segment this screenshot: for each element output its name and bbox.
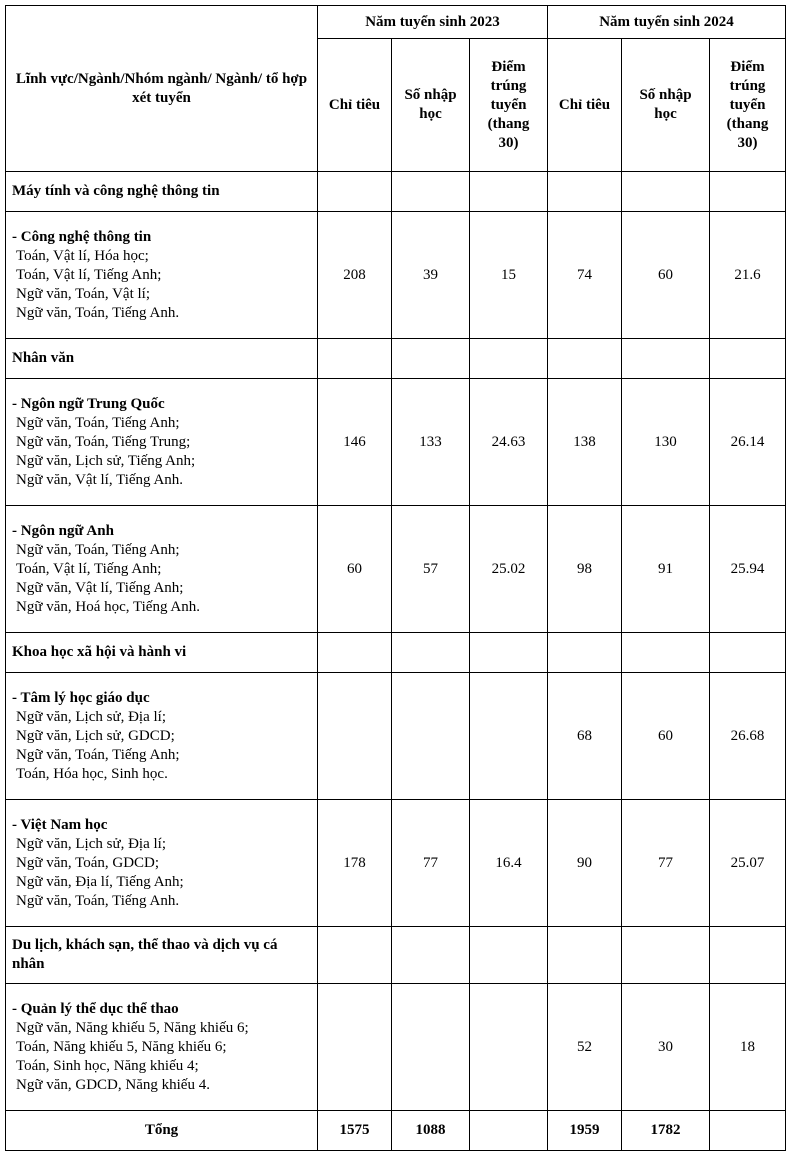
quota-header-2024: Chỉ tiêu	[548, 39, 622, 172]
category-empty-cell	[392, 633, 470, 673]
enrolled-2023: 77	[392, 800, 470, 927]
subject-combo: Ngữ văn, Toán, Vật lí;	[16, 285, 151, 302]
category-empty-cell	[548, 633, 622, 673]
category-empty-cell	[710, 339, 786, 379]
score-2023: 24.63	[470, 379, 548, 506]
total-quota-2024: 1959	[548, 1111, 622, 1151]
major-name: - Ngôn ngữ Trung Quốc	[12, 395, 165, 412]
subject-combo: Toán, Vật lí, Tiếng Anh;	[16, 266, 162, 283]
major-row	[6, 673, 786, 800]
enrolled-header-2023: Số nhập học	[392, 39, 470, 172]
category-empty-cell	[710, 172, 786, 212]
score-2024: 21.6	[710, 212, 786, 339]
subject-combo: Ngữ văn, Toán, GDCD;	[16, 854, 160, 871]
subject-combo: Toán, Vật lí, Hóa học;	[16, 247, 149, 264]
major-row	[6, 506, 786, 633]
major-cell	[6, 212, 318, 339]
subject-combo: Toán, Hóa học, Sinh học.	[16, 765, 168, 782]
table-header	[6, 6, 786, 172]
table-body	[6, 172, 786, 1111]
category-empty-cell	[392, 339, 470, 379]
category-empty-cell	[318, 927, 392, 984]
major-row	[6, 212, 786, 339]
category-empty-cell	[392, 172, 470, 212]
score-2023	[470, 984, 548, 1111]
quota-2023	[318, 673, 392, 800]
score-header-2024: Điểm trúng tuyển (thang 30)	[710, 39, 786, 172]
category-empty-cell	[470, 927, 548, 984]
quota-2023: 60	[318, 506, 392, 633]
score-2024: 26.68	[710, 673, 786, 800]
category-empty-cell	[470, 339, 548, 379]
score-2023: 16.4	[470, 800, 548, 927]
enrolled-2024: 130	[622, 379, 710, 506]
quota-2024: 52	[548, 984, 622, 1111]
major-row	[6, 800, 786, 927]
category-empty-cell	[622, 172, 710, 212]
score-2023: 15	[470, 212, 548, 339]
quota-2024: 138	[548, 379, 622, 506]
subject-combo: Ngữ văn, Toán, Tiếng Anh.	[16, 304, 180, 321]
major-cell	[6, 673, 318, 800]
enrolled-2023: 39	[392, 212, 470, 339]
score-2024: 26.14	[710, 379, 786, 506]
quota-2024: 68	[548, 673, 622, 800]
major-cell	[6, 800, 318, 927]
quota-2024: 98	[548, 506, 622, 633]
category-empty-cell	[622, 339, 710, 379]
major-cell	[6, 984, 318, 1111]
subject-combo: Ngữ văn, Vật lí, Tiếng Anh;	[16, 579, 184, 596]
enrolled-2023: 57	[392, 506, 470, 633]
score-header-2023: Điểm trúng tuyển (thang 30)	[470, 39, 548, 172]
category-row	[6, 633, 786, 673]
subject-combo: Ngữ văn, Năng khiếu 5, Năng khiếu 6;	[16, 1019, 249, 1036]
category-row	[6, 927, 786, 984]
category-row	[6, 172, 786, 212]
subject-combo: Ngữ văn, Lịch sử, GDCD;	[16, 727, 175, 744]
enrolled-2024: 60	[622, 673, 710, 800]
total-row	[6, 1111, 786, 1151]
category-label: Khoa học xã hội và hành vi	[6, 633, 318, 673]
major-row	[6, 379, 786, 506]
subject-combo: Ngữ văn, Toán, Tiếng Trung;	[16, 433, 191, 450]
subject-combo: Ngữ văn, Hoá học, Tiếng Anh.	[16, 598, 200, 615]
enrolled-2024: 30	[622, 984, 710, 1111]
subject-combo: Toán, Năng khiếu 5, Năng khiếu 6;	[16, 1038, 227, 1055]
category-label: Nhân văn	[6, 339, 318, 379]
category-empty-cell	[318, 172, 392, 212]
score-2024: 25.94	[710, 506, 786, 633]
score-2023	[470, 673, 548, 800]
admission-table	[5, 5, 786, 1151]
subject-combo: Ngữ văn, Vật lí, Tiếng Anh.	[16, 471, 184, 488]
subject-combo: Ngữ văn, Lịch sử, Địa lí;	[16, 835, 166, 852]
total-label: Tổng	[6, 1111, 318, 1151]
total-quota-2023: 1575	[318, 1111, 392, 1151]
major-name: - Ngôn ngữ Anh	[12, 522, 114, 539]
subject-combo: Toán, Sinh học, Năng khiếu 4;	[16, 1057, 199, 1074]
quota-2023: 178	[318, 800, 392, 927]
year-2024-header: Năm tuyển sinh 2024	[548, 6, 786, 39]
category-empty-cell	[548, 339, 622, 379]
total-enrolled-2023: 1088	[392, 1111, 470, 1151]
enrolled-2023: 133	[392, 379, 470, 506]
enrolled-header-2024: Số nhập học	[622, 39, 710, 172]
major-name: - Việt Nam học	[12, 816, 108, 833]
subject-combo: Toán, Vật lí, Tiếng Anh;	[16, 560, 162, 577]
score-2024: 18	[710, 984, 786, 1111]
category-empty-cell	[622, 927, 710, 984]
major-cell	[6, 379, 318, 506]
category-label: Du lịch, khách sạn, thể thao và dịch vụ cá nhân	[6, 927, 318, 984]
total-score-2024	[710, 1111, 786, 1151]
category-empty-cell	[710, 633, 786, 673]
total-enrolled-2024: 1782	[622, 1111, 710, 1151]
category-empty-cell	[710, 927, 786, 984]
category-empty-cell	[318, 633, 392, 673]
field-header: Lĩnh vực/Ngành/Nhóm ngành/ Ngành/ tổ hợp xét tuyển	[6, 6, 318, 172]
category-empty-cell	[470, 172, 548, 212]
major-name: - Quản lý thể dục thể thao	[12, 1000, 179, 1017]
category-empty-cell	[318, 339, 392, 379]
category-row	[6, 339, 786, 379]
major-name: - Công nghệ thông tin	[12, 228, 152, 245]
category-empty-cell	[548, 172, 622, 212]
major-name: - Tâm lý học giáo dục	[12, 689, 150, 706]
subject-combo: Ngữ văn, Toán, Tiếng Anh.	[16, 892, 180, 909]
subject-combo: Ngữ văn, Lịch sử, Địa lí;	[16, 708, 166, 725]
subject-combo: Ngữ văn, Toán, Tiếng Anh;	[16, 541, 180, 558]
enrolled-2023	[392, 673, 470, 800]
subject-combo: Ngữ văn, Toán, Tiếng Anh;	[16, 414, 180, 431]
category-empty-cell	[622, 633, 710, 673]
enrolled-2023	[392, 984, 470, 1111]
subject-combo: Ngữ văn, Toán, Tiếng Anh;	[16, 746, 180, 763]
major-cell	[6, 506, 318, 633]
major-row	[6, 984, 786, 1111]
quota-2023: 146	[318, 379, 392, 506]
category-empty-cell	[470, 633, 548, 673]
year-2023-header: Năm tuyển sinh 2023	[318, 6, 548, 39]
quota-2023	[318, 984, 392, 1111]
total-score-2023	[470, 1111, 548, 1151]
quota-header-2023: Chỉ tiêu	[318, 39, 392, 172]
subject-combo: Ngữ văn, Lịch sử, Tiếng Anh;	[16, 452, 196, 469]
category-label: Máy tính và công nghệ thông tin	[6, 172, 318, 212]
score-2024: 25.07	[710, 800, 786, 927]
quota-2024: 90	[548, 800, 622, 927]
quota-2024: 74	[548, 212, 622, 339]
score-2023: 25.02	[470, 506, 548, 633]
category-empty-cell	[392, 927, 470, 984]
category-empty-cell	[548, 927, 622, 984]
enrolled-2024: 77	[622, 800, 710, 927]
enrolled-2024: 60	[622, 212, 710, 339]
subject-combo: Ngữ văn, Địa lí, Tiếng Anh;	[16, 873, 184, 890]
quota-2023: 208	[318, 212, 392, 339]
subject-combo: Ngữ văn, GDCD, Năng khiếu 4.	[16, 1076, 210, 1093]
enrolled-2024: 91	[622, 506, 710, 633]
